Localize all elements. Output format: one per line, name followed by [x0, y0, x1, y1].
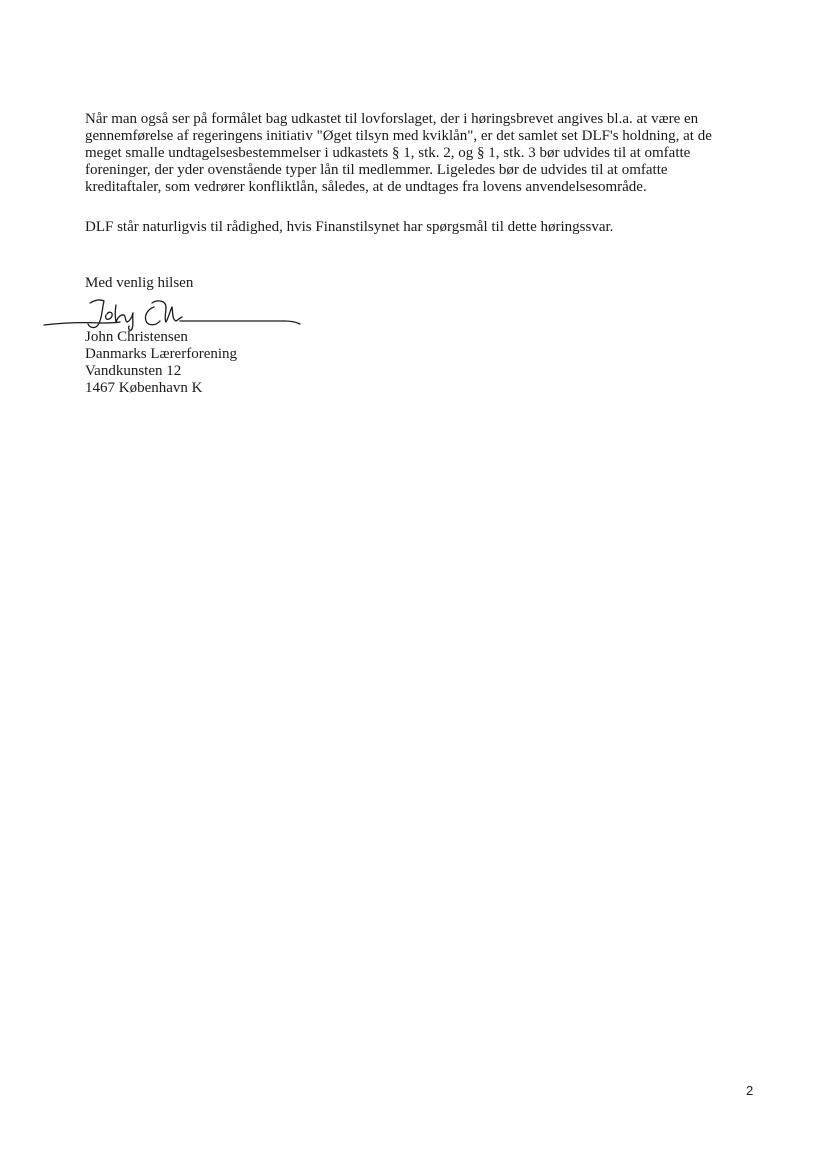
signer-street: Vandkunsten 12	[85, 363, 182, 379]
paragraph-formaal	[85, 111, 745, 196]
paragraph-line: gennemførelse af regeringens initiativ "Øget tilsyn med kviklån", er det samlet set DLF's holdning, at de	[85, 128, 712, 144]
paragraph-line: meget smalle undtagelsesbestemmelser i udkastets § 1, stk. 2, og § 1, stk. 3 bør udvides til at omfatte	[85, 145, 691, 161]
signer-block	[85, 329, 237, 397]
closing-greeting: Med venlig hilsen	[85, 275, 194, 291]
paragraph-line: foreninger, der yder ovenstående typer lån til medlemmer. Ligeledes bør de udvides til at omfatte	[85, 162, 668, 178]
paragraph-raadighed: DLF står naturligvis til rådighed, hvis Finanstilsynet har spørgsmål til dette høringssvar.	[85, 219, 614, 235]
paragraph-line: kreditaftaler, som vedrører konfliktlån, således, at de undtages fra lovens anvendelsesområde.	[85, 179, 647, 195]
paragraph-line: Når man også ser på formålet bag udkastet til lovforslaget, der i høringsbrevet angives bl.a. at være en	[85, 111, 699, 127]
signer-city: 1467 København K	[85, 380, 203, 396]
signer-name: John Christensen	[85, 329, 188, 345]
page-number: 2	[746, 1083, 754, 1098]
signer-organisation: Danmarks Lærerforening	[85, 346, 238, 362]
